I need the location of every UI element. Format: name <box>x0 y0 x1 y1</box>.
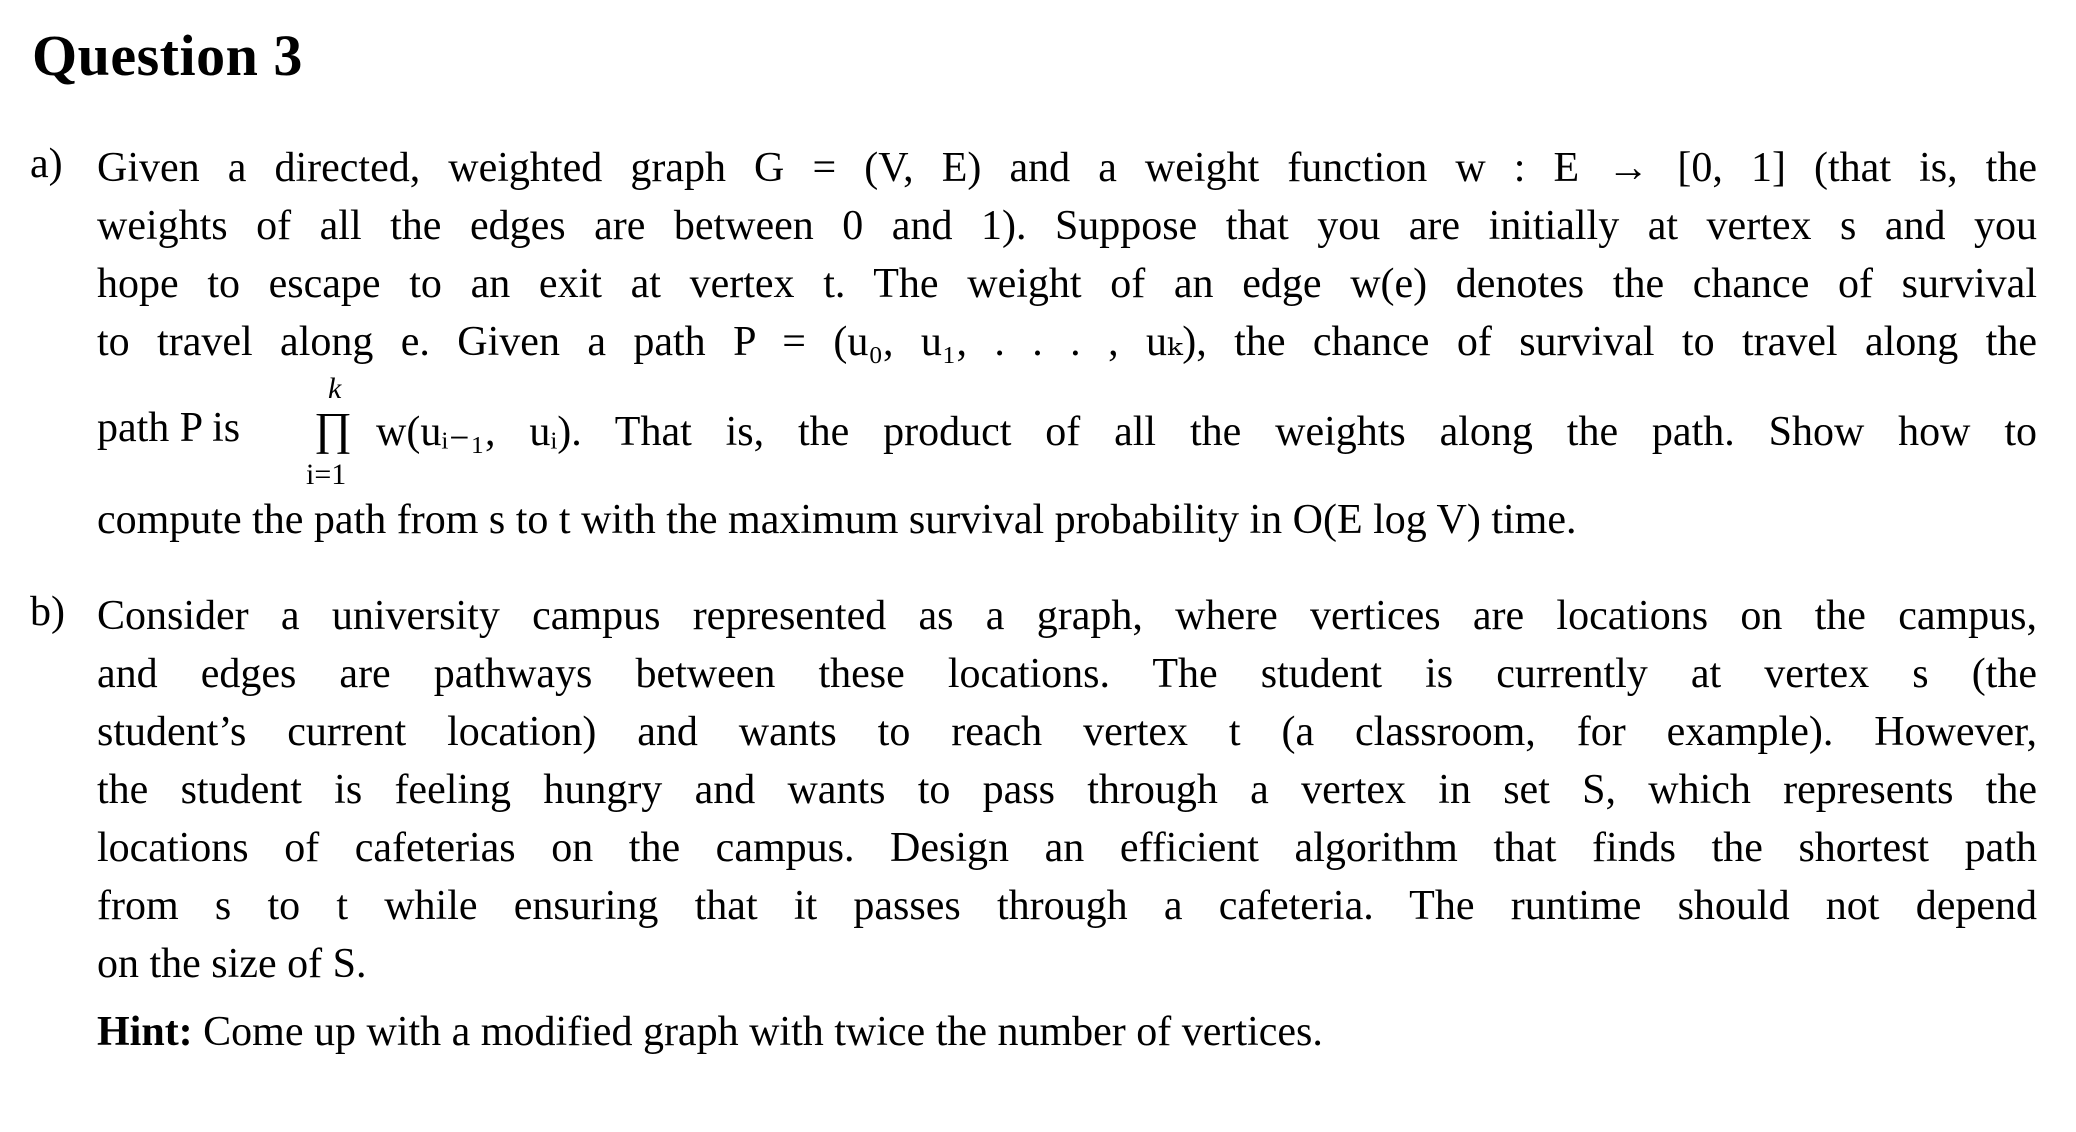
part-a-label: a) <box>30 141 63 187</box>
product-upper-limit: k <box>328 372 342 405</box>
part-b-line: locations of cafeterias on the campus. Design an efficient algorithm that finds the shortest path <box>97 825 2037 871</box>
part-a-line-5-prefix: path P is <box>97 405 241 451</box>
hint-paragraph <box>97 1008 1323 1056</box>
part-a-line-1: Given a directed, weighted graph G = (V, E) and a weight function w : E → [0, 1] (that is, the <box>97 145 2037 191</box>
part-b-line: and edges are pathways between these locations. The student is currently at vertex s (the <box>97 651 2037 697</box>
product-symbol: ∏ <box>314 403 352 454</box>
part-b-line: from s to t while ensuring that it passes through a cafeteria. The runtime should not depend <box>97 883 2037 929</box>
part-b-line: student’s current location) and wants to reach vertex t (a classroom, for example). However, <box>97 709 2037 755</box>
part-a-line-2: weights of all the edges are between 0 and 1). Suppose that you are initially at vertex s and you <box>97 203 2037 249</box>
page-title: Question 3 <box>32 23 303 88</box>
part-b-line: Consider a university campus represented as a graph, where vertices are locations on the campus, <box>97 593 2037 639</box>
part-b-line: the student is feeling hungry and wants to pass through a vertex in set S, which represents the <box>97 767 2037 813</box>
part-a-line-5-suffix: w(uᵢ₋₁, uᵢ). That is, the product of all the weights along the path. Show how to <box>376 409 2037 455</box>
part-b-label: b) <box>30 589 65 635</box>
product-lower-limit: i=1 <box>306 458 347 491</box>
hint-label: Hint: <box>97 1009 193 1055</box>
hint-text: Come up with a modified graph with twice the number of vertices. <box>203 1009 1323 1055</box>
part-a-line-4: to travel along e. Given a path P = (u₀, u₁, . . . , uₖ), the chance of survival to travel along the <box>97 319 2037 365</box>
part-a-line-6: compute the path from s to t with the maximum survival probability in O(E log V) time. <box>97 497 1577 543</box>
part-a-line-3: hope to escape to an exit at vertex t. The weight of an edge w(e) denotes the chance of survival <box>97 261 2037 307</box>
part-b-line: on the size of S. <box>97 941 367 987</box>
